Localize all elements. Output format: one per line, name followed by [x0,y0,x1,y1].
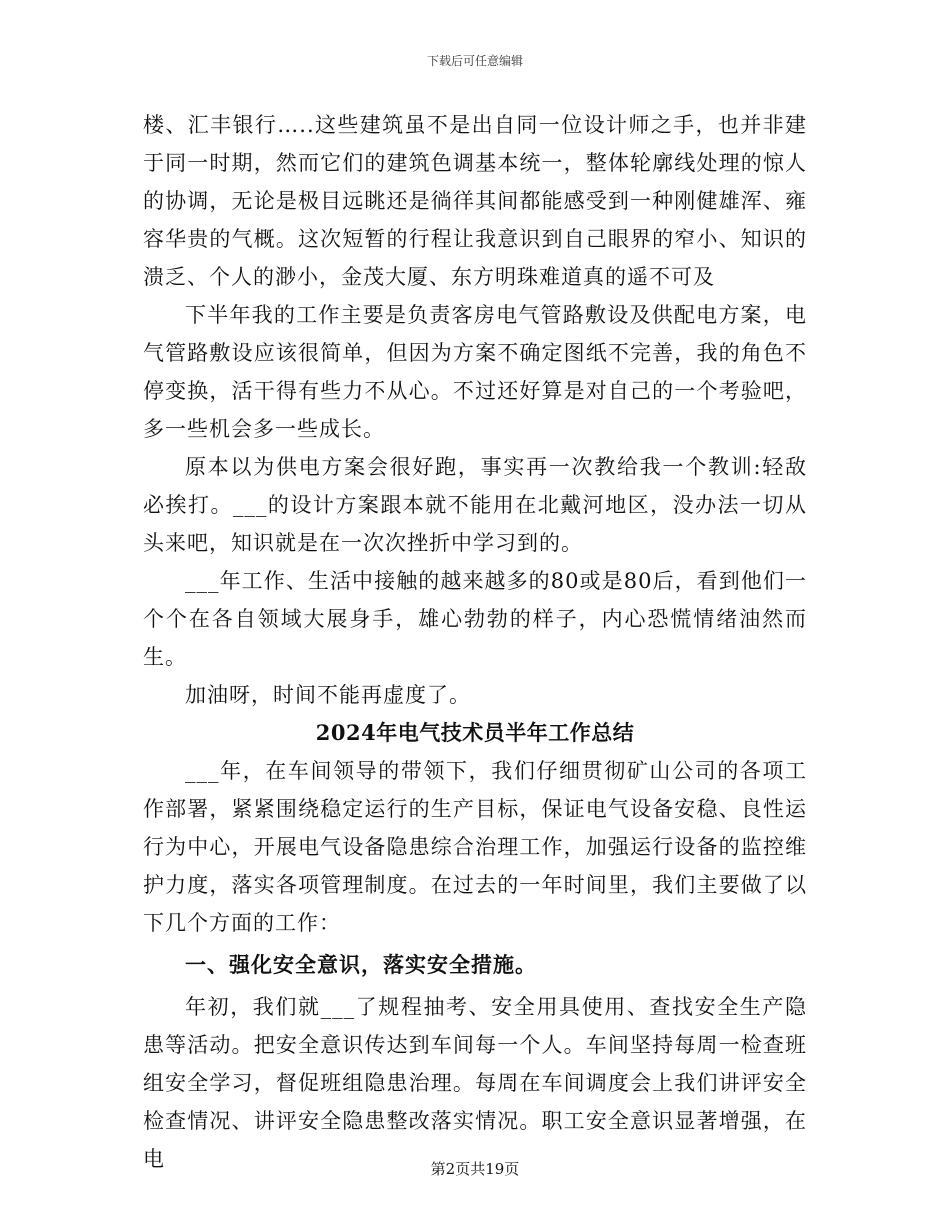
paragraph: ___年工作、生活中接触的越来越多的80或是80后，看到他们一个个在各自领域大展身手，雄心勃勃的样子，内心恐慌情绪油然而生。 [143,569,807,669]
paragraph-continued: 楼、汇丰银行…..这些建筑虽不是出自同一位设计师之手，也并非建于同一时期，然而它们的建筑色调基本统一，整体轮廓线处理的惊人的协调，无论是极目远眺还是徜徉其间都能感受到一种刚健雄浑、雍容华贵的气概。这次短暂的行程让我意识到自己眼界的窄小、知识的溃乏、个人的渺小，金茂大厦、东方明珠难道真的遥不可及 [143,113,807,289]
paragraph: 加油呀，时间不能再虚度了。 [185,683,471,707]
intro-paragraph: ___年，在车间领导的带领下，我们仔细贯彻矿山公司的各项工作部署，紧紧围绕稳定运行的生产目标，保证电气设备安稳、良性运行为中心，开展电气设备隐患综合治理工作，加强运行设备的监控维护力度，落实各项管理制度。在过去的一年时间里，我们主要做了以下几个方面的工作： [143,759,807,935]
header-note: 下载后可任意编辑 [426,54,523,68]
page-footer: 第2页共19页 [430,1160,520,1178]
document-body [143,106,807,1178]
section-heading: 一、强化安全意识，落实安全措施。 [185,952,537,977]
paragraph: 原本以为供电方案会很好跑，事实再一次教给我一个教训:轻敌必挨打。___的设计方案跟本就不能用在北戴河地区，没办法一切从头来吧，知识就是在一次次挫折中学习到的。 [143,455,807,555]
document-title: 2024年电气技术员半年工作总结 [315,720,635,745]
section-paragraph: 年初，我们就___了规程抽考、安全用具使用、查找安全生产隐患等活动。把安全意识传达到车间每一个人。车间坚持每周一检查班组安全学习，督促班组隐患治理。每周在车间调度会上我们讲评安全检查情况、讲评安全隐患整改落实情况。职工安全意识显著增强，在电 [143,995,807,1171]
paragraph: 下半年我的工作主要是负责客房电气管路敷设及供配电方案，电气管路敷设应该很简单，但因为方案不确定图纸不完善，我的角色不停变换，活干得有些力不从心。不过还好算是对自己的一个考验吧，多一些机会多一些成长。 [143,303,807,441]
